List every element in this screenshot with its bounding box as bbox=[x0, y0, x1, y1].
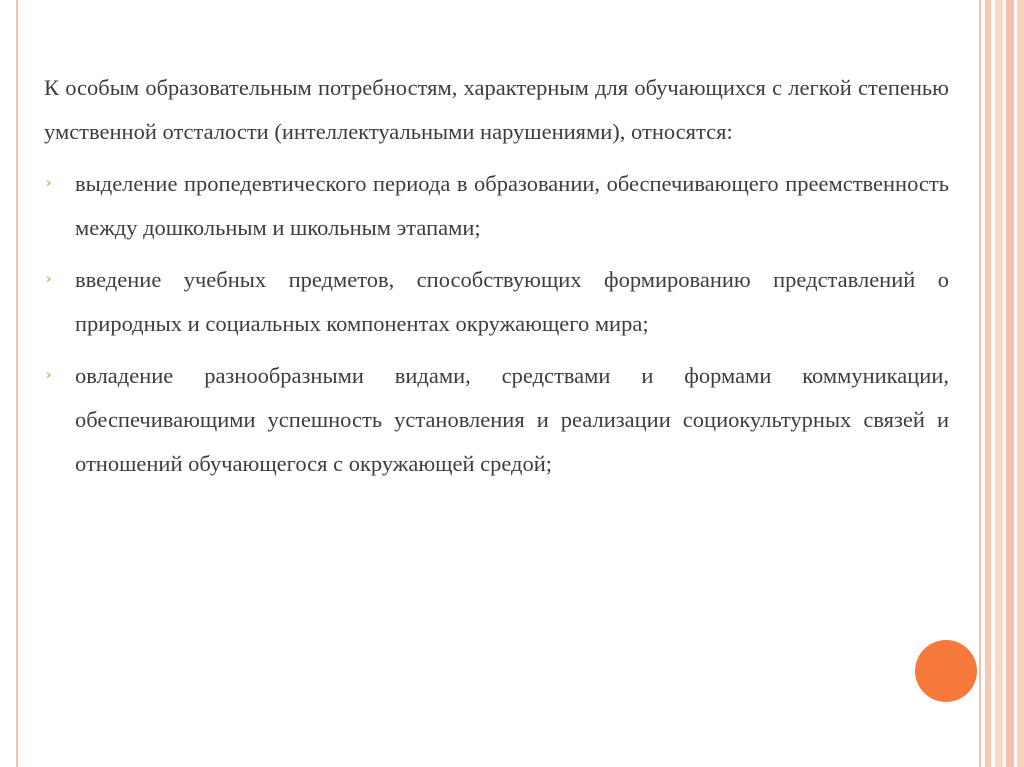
list-item-text: введение учебных предметов, способствующих формированию представлений о природных и социальных компонентах окружающего мира; bbox=[75, 267, 949, 336]
intro-paragraph: К особым образовательным потребностям, характерным для обучающихся с легкой степенью умственной отсталости (интеллектуальными нарушениями), относятся: bbox=[44, 75, 949, 144]
orange-circle-decoration bbox=[915, 640, 977, 702]
list-item-text: овладение разнообразными видами, средствами и формами коммуникации, обеспечивающими успешность установления и реализации социокультурных связей и отношений обучающегося с окружающей средой; bbox=[75, 363, 949, 476]
decorative-stripes bbox=[981, 0, 1024, 767]
arrow-bullet-icon: › bbox=[46, 272, 52, 287]
slide-content bbox=[44, 66, 949, 494]
list-item-text: выделение пропедевтического периода в образовании, обеспечивающего преемственность между дошкольным и школьным этапами; bbox=[75, 171, 949, 240]
list-item bbox=[44, 258, 949, 346]
list-item bbox=[44, 162, 949, 250]
arrow-bullet-icon: › bbox=[46, 368, 52, 383]
arrow-bullet-icon: › bbox=[46, 176, 52, 191]
needs-list bbox=[44, 162, 949, 486]
list-item bbox=[44, 354, 949, 486]
